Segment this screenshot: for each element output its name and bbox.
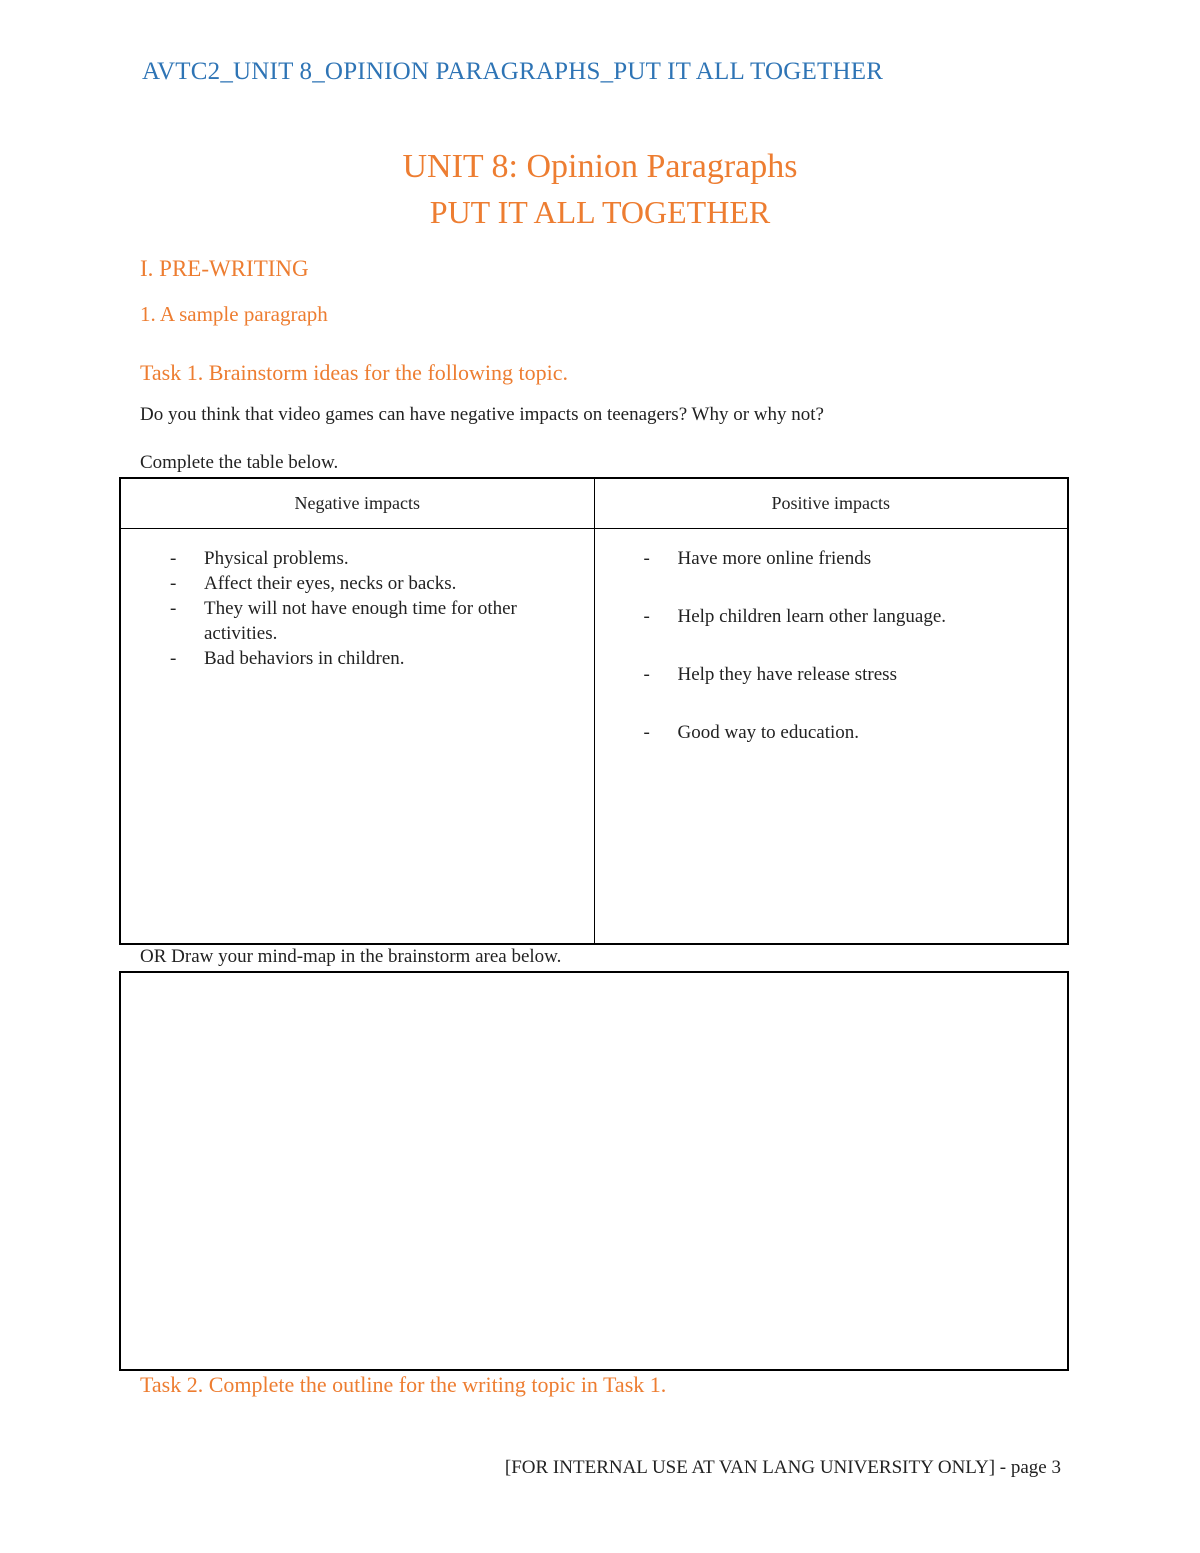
section-heading: I. PRE-WRITING xyxy=(140,256,309,281)
list-item: - Help they have release stress xyxy=(678,662,1047,687)
negative-impacts-cell[interactable] xyxy=(120,529,594,945)
table-header-row xyxy=(120,478,1068,529)
mindmap-area[interactable] xyxy=(119,971,1069,1371)
list-item: - Affect their eyes, necks or backs. xyxy=(204,571,563,596)
list-item: - Help children learn other language. xyxy=(678,604,1047,629)
list-item: - They will not have enough time for other activities. xyxy=(204,596,563,646)
page-title: UNIT 8: Opinion Paragraphs xyxy=(402,148,798,185)
table-row xyxy=(120,529,1068,945)
impacts-table xyxy=(119,477,1069,945)
page-subtitle: PUT IT ALL TOGETHER xyxy=(429,194,771,230)
subsection-heading: 1. A sample paragraph xyxy=(140,302,328,326)
mindmap-instruction: OR Draw your mind-map in the brainstorm area below. xyxy=(140,946,562,967)
list-item: - Physical problems. xyxy=(204,546,563,571)
positive-list xyxy=(596,546,1067,745)
table-instruction: Complete the table below. xyxy=(140,452,339,473)
task2-label: Task 2. Complete the outline for the writing topic in Task 1. xyxy=(140,1372,667,1397)
task1-label: Task 1. Brainstorm ideas for the following topic. xyxy=(140,360,568,385)
negative-list xyxy=(122,546,593,671)
negative-impacts-header: Negative impacts xyxy=(120,478,594,529)
document-header: AVTC2_UNIT 8_OPINION PARAGRAPHS_PUT IT ALL TOGETHER xyxy=(142,58,884,85)
list-item: - Bad behaviors in children. xyxy=(204,646,563,671)
positive-impacts-cell[interactable] xyxy=(594,529,1068,945)
positive-impacts-header: Positive impacts xyxy=(594,478,1068,529)
list-item: - Good way to education. xyxy=(678,720,1047,745)
topic-question: Do you think that video games can have negative impacts on teenagers? Why or why not? xyxy=(140,404,824,425)
list-item: - Have more online friends xyxy=(678,546,1047,571)
page-footer: [FOR INTERNAL USE AT VAN LANG UNIVERSITY ONLY] - page 3 xyxy=(504,1457,1061,1478)
